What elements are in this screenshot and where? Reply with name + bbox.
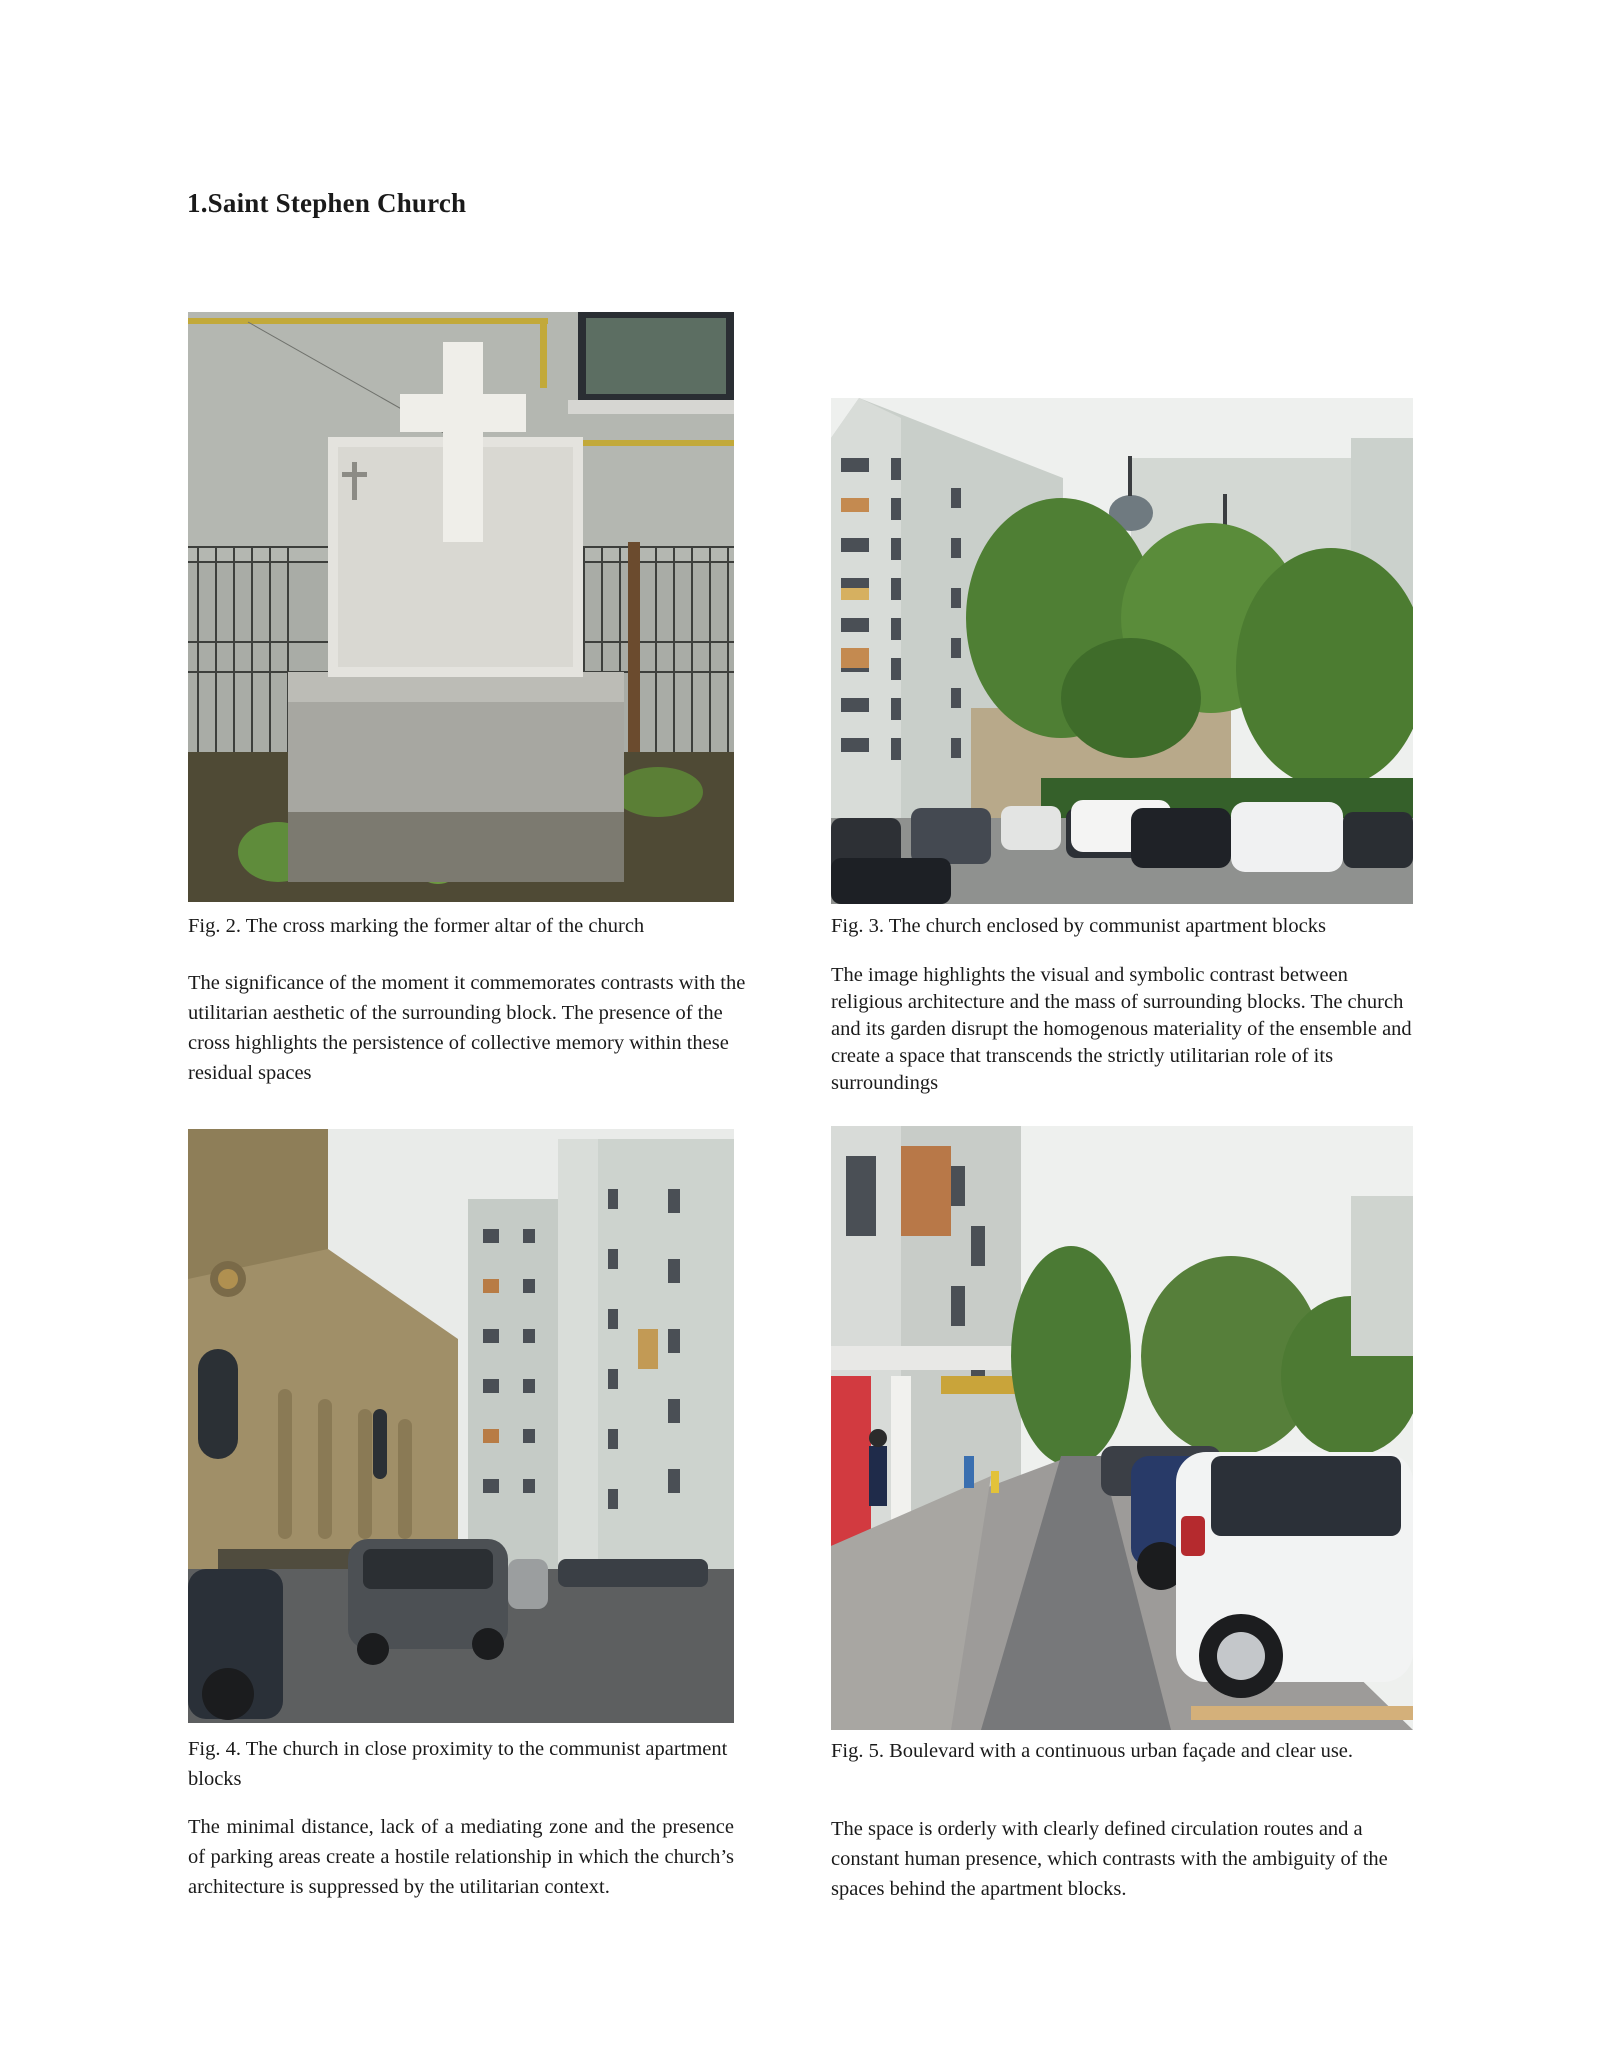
figure-4-church-proximity-photo [188, 1129, 734, 1723]
figure-4-caption: Fig. 4. The church in close proximity to the communist apartment blocks [188, 1738, 728, 1790]
figure-3-caption: Fig. 3. The church enclosed by communist apartment blocks [831, 915, 1326, 937]
figure-3-church-blocks-photo [831, 398, 1413, 904]
figure-5-caption: Fig. 5. Boulevard with a continuous urban façade and clear use. [831, 1740, 1354, 1762]
figure-2-description: The significance of the moment it commemorates contrasts with the utilitarian aesthetic of the surrounding block. The presence of the cross highlights the persistence of collective memory within these residual spaces [188, 972, 746, 1084]
figure-2-caption: Fig. 2. The cross marking the former altar of the church [188, 915, 645, 937]
page-title: 1.Saint Stephen Church [187, 188, 467, 218]
figure-4-description: The minimal distance, lack of a mediating zone and the presence of parking areas create a hostile relationship in which the church’s architecture is suppressed by the utilitarian context. [188, 1816, 734, 1898]
figure-3-description: The image highlights the visual and symbolic contrast between religious architecture and the mass of surrounding blocks. The church and its garden disrupt the homogenous materiality of the ensemble and create a space that transcends the strictly utilitarian role of its surroundings [831, 964, 1412, 1094]
figure-5-description: The space is orderly with clearly defined circulation routes and a constant human presence, which contrasts with the ambiguity of the spaces behind the apartment blocks. [831, 1818, 1388, 1900]
figure-5-boulevard-photo [831, 1126, 1413, 1730]
figure-2-cross-photo [188, 312, 734, 902]
